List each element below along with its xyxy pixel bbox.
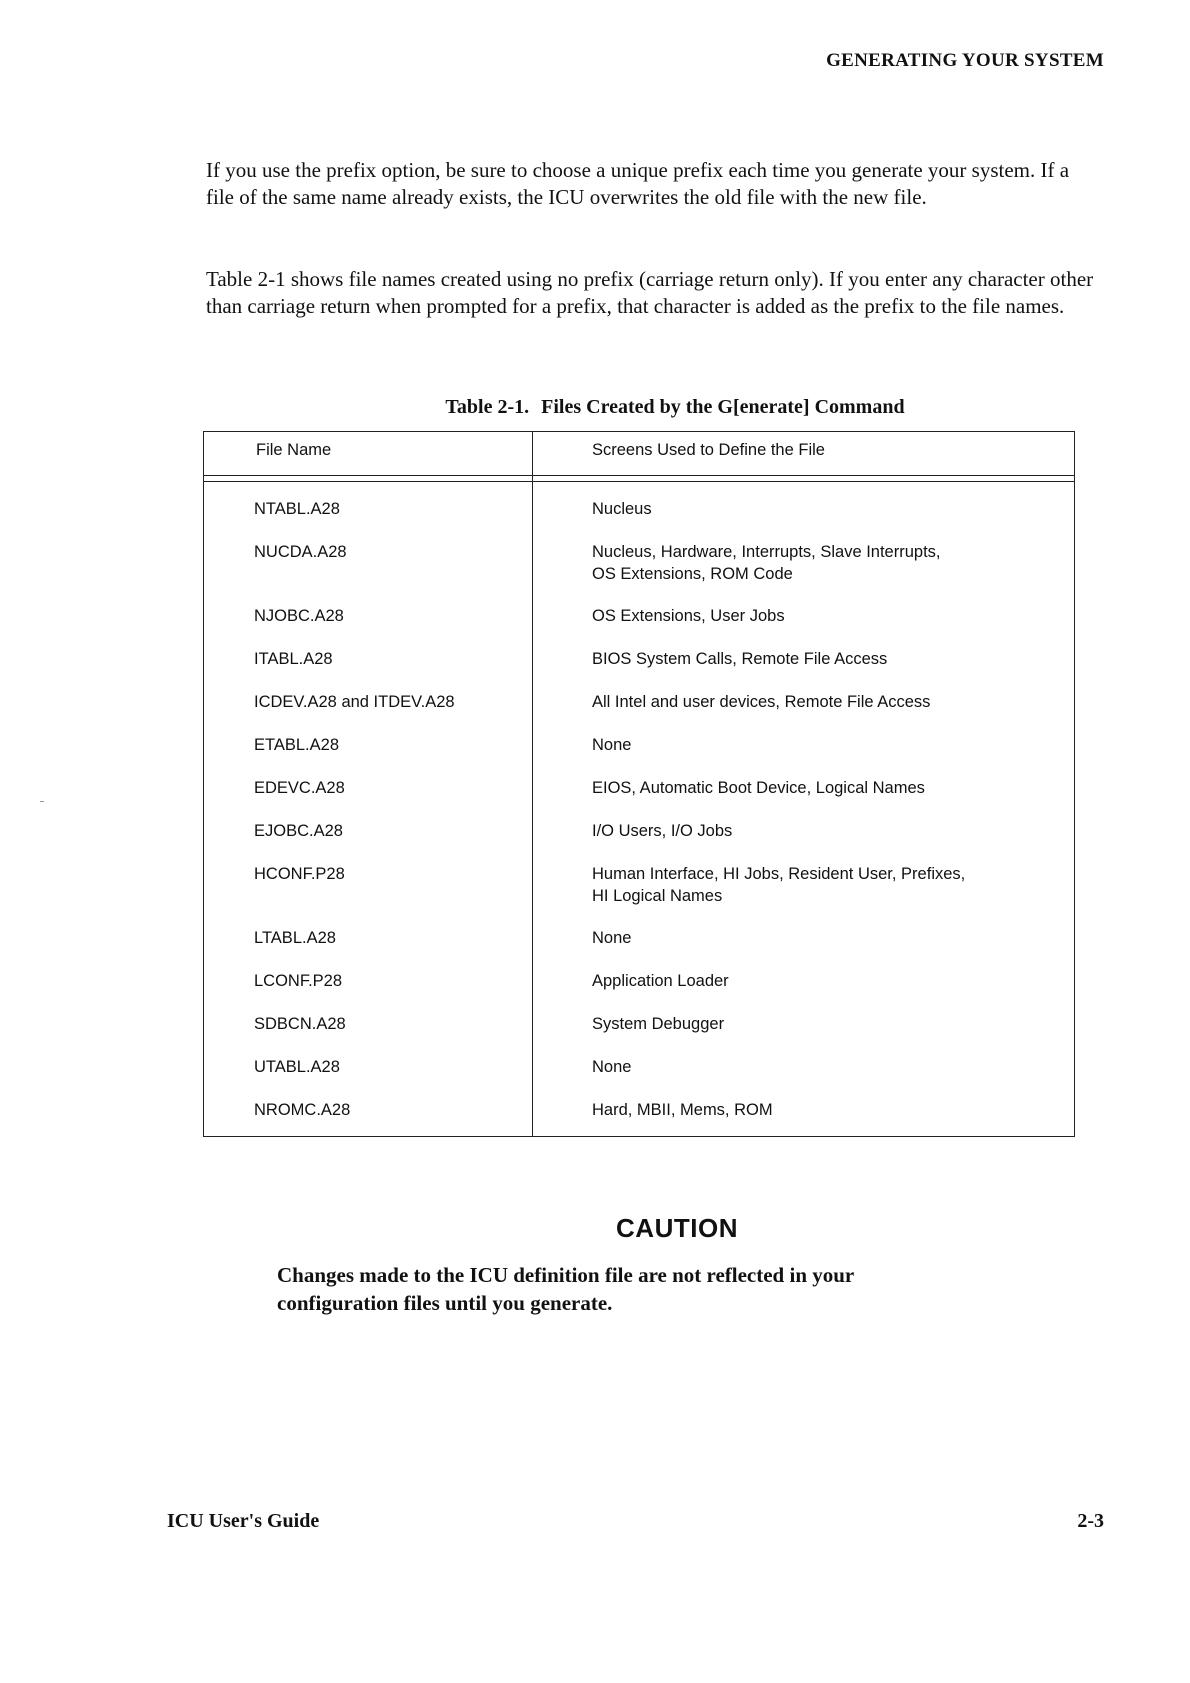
file-name-cell: HCONF.P28 — [254, 865, 345, 883]
table-row — [204, 649, 1074, 692]
file-name-cell: NJOBC.A28 — [254, 607, 344, 625]
header-file-name: File Name — [256, 441, 332, 459]
margin-mark — [40, 801, 44, 802]
caution-title: CAUTION — [616, 1213, 738, 1243]
screens-cell: Hard, MBII, Mems, ROM — [592, 1101, 773, 1119]
screens-cell-line2: OS Extensions, ROM Code — [592, 564, 793, 583]
table-caption — [0, 396, 1190, 419]
screens-cell: OS Extensions, User Jobs — [592, 607, 785, 625]
file-name-cell: LTABL.A28 — [254, 929, 336, 947]
screens-cell: None — [592, 1058, 632, 1076]
file-name-cell: NTABL.A28 — [254, 500, 340, 518]
header-double-rule — [204, 475, 1074, 482]
file-name-cell: NROMC.A28 — [254, 1101, 351, 1119]
file-name-cell: NUCDA.A28 — [254, 543, 347, 561]
screens-cell-line1: Human Interface, HI Jobs, Resident User, Prefixes, — [592, 865, 966, 883]
screens-cell: EIOS, Automatic Boot Device, Logical Names — [592, 779, 925, 797]
file-name-cell: ETABL.A28 — [254, 736, 339, 754]
file-name-cell: UTABL.A28 — [254, 1058, 340, 1076]
file-name-cell: ITABL.A28 — [254, 650, 333, 668]
file-name-cell: ICDEV.A28 and ITDEV.A28 — [254, 693, 455, 711]
table-row — [204, 1014, 1074, 1057]
caution-text: Changes made to the ICU definition file are not reflected in your configuration files until you generate. — [277, 1263, 854, 1315]
table-row — [204, 1057, 1074, 1100]
screens-cell: System Debugger — [592, 1015, 725, 1033]
footer-page-number: 2-3 — [1077, 1510, 1104, 1532]
table-body — [204, 499, 1074, 1143]
table-caption-title: Files Created by the G[enerate] Command — [541, 396, 905, 418]
body-paragraph-table-intro: Table 2-1 shows file names created using no prefix (carriage return only). If you enter any character other than carriage return when prompted for a prefix, that character is added as the prefix to the file names. — [206, 267, 1094, 318]
screens-cell-line1: Nucleus, Hardware, Interrupts, Slave Interrupts, — [592, 543, 941, 561]
file-name-cell: EDEVC.A28 — [254, 779, 345, 797]
table-row — [204, 692, 1074, 735]
file-name-cell: SDBCN.A28 — [254, 1015, 346, 1033]
screens-cell — [592, 864, 1062, 907]
files-table — [203, 431, 1075, 1137]
table-row — [204, 928, 1074, 971]
footer-book-title: ICU User's Guide — [167, 1510, 320, 1532]
screens-cell: Nucleus — [592, 500, 652, 518]
table-row — [204, 821, 1074, 864]
file-name-cell: EJOBC.A28 — [254, 822, 343, 840]
table-caption-number: Table 2-1. — [445, 396, 530, 418]
screens-cell — [592, 542, 1062, 585]
screens-cell: All Intel and user devices, Remote File Access — [592, 693, 931, 711]
table-row — [204, 542, 1074, 606]
screens-cell: BIOS System Calls, Remote File Access — [592, 650, 888, 668]
header-screens: Screens Used to Define the File — [592, 441, 825, 459]
screens-cell: I/O Users, I/O Jobs — [592, 822, 733, 840]
table-row — [204, 971, 1074, 1014]
body-paragraph-prefix-option: If you use the prefix option, be sure to choose a unique prefix each time you generate your system. If a file of the same name already exists, the ICU overwrites the old file with the new file. — [206, 158, 1070, 209]
screens-cell: None — [592, 736, 632, 754]
table-row — [204, 499, 1074, 542]
table-row — [204, 735, 1074, 778]
table-row — [204, 606, 1074, 649]
table-row — [204, 864, 1074, 928]
screens-cell: Application Loader — [592, 972, 729, 990]
file-name-cell: LCONF.P28 — [254, 972, 343, 990]
table-row — [204, 778, 1074, 821]
screens-cell-line2: HI Logical Names — [592, 886, 723, 905]
table-row — [204, 1100, 1074, 1143]
running-head: GENERATING YOUR SYSTEM — [826, 50, 1104, 71]
screens-cell: None — [592, 929, 632, 947]
